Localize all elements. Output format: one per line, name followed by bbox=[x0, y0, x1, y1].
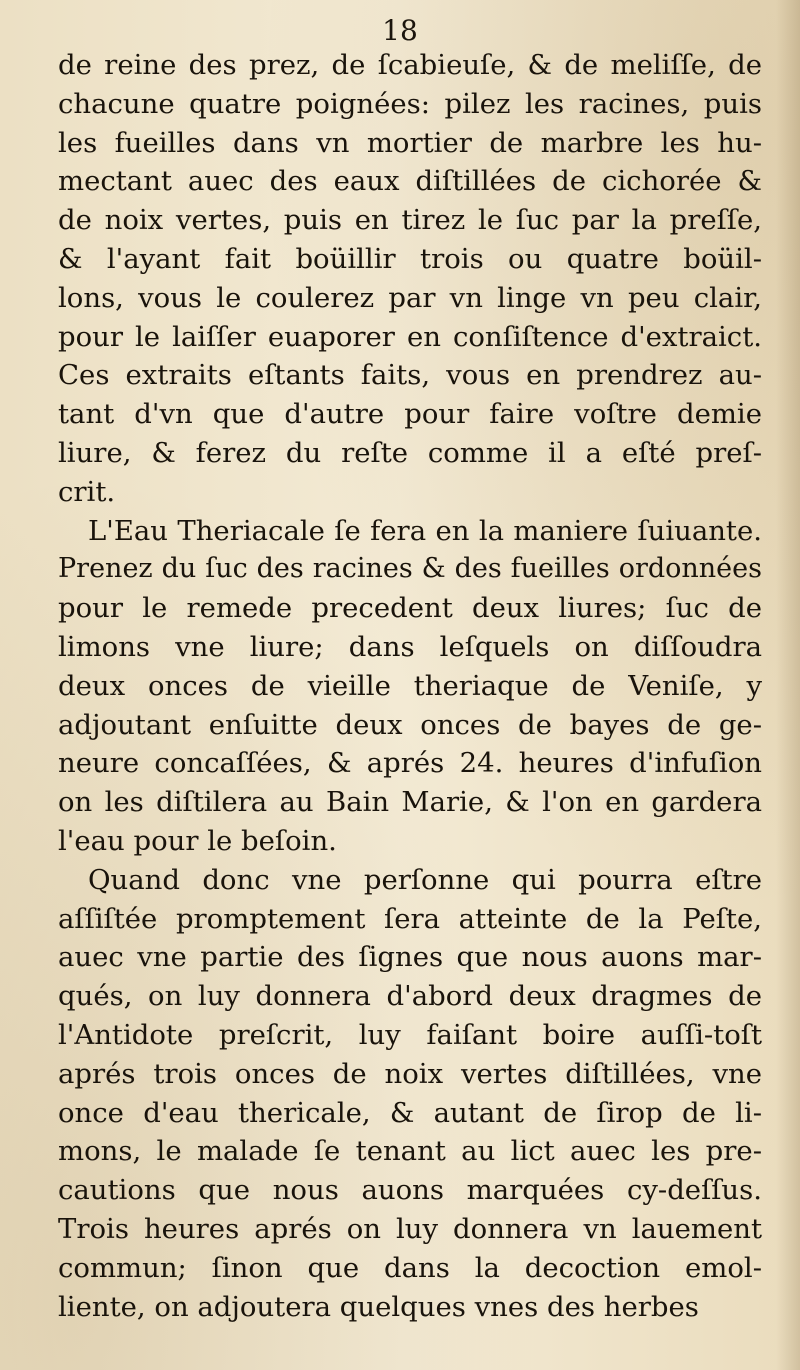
text-line: liente, on adjoutera quelques vnes des herbes bbox=[58, 1290, 699, 1323]
text-line: cautions que nous auons marquées cy-deſſus. bbox=[58, 1174, 762, 1207]
text-line: & l'ayant fait boüillir trois ou quatre boüil- bbox=[58, 242, 762, 275]
text-line: L'Eau Theriacale ſe fera en la maniere ſuiuante. bbox=[88, 514, 762, 547]
page-number: 18 bbox=[382, 14, 418, 47]
text-line: Quand donc vne perſonne qui pourra eſtre bbox=[88, 863, 762, 896]
text-line: Ces extraits eſtants faits, vous en prendrez au- bbox=[58, 359, 762, 392]
text-line: aprés trois onces de noix vertes diſtillées, vne bbox=[58, 1057, 762, 1090]
text-line: on les diſtilera au Bain Marie, & l'on en gardera bbox=[58, 786, 762, 819]
text-line: commun; ſinon que dans la decoction emol- bbox=[58, 1251, 762, 1284]
text-line: neure concaſſées, & aprés 24. heures d'infuſion bbox=[58, 747, 762, 780]
text-line: Prenez du ſuc des racines & des fueilles ordonnées bbox=[58, 553, 762, 585]
text-line: de reine des prez, de ſcabieuſe, & de meliſſe, de bbox=[58, 49, 762, 81]
text-line: liure, & ferez du reſte comme il a eſté preſ- bbox=[58, 436, 762, 469]
text-line: Trois heures aprés on luy donnera vn lauement bbox=[58, 1212, 762, 1245]
text-line: once d'eau thericale, & autant de ſirop de li- bbox=[58, 1096, 762, 1129]
text-line: l'Antidote preſcrit, luy faiſant boire auſſi-toſt bbox=[58, 1018, 762, 1051]
text-line: qués, on luy donnera d'abord deux dragmes de bbox=[58, 980, 762, 1013]
text-line: crit. bbox=[58, 475, 116, 508]
text-line: pour le laiſſer euaporer en conſiſtence d'extraict. bbox=[58, 320, 762, 353]
text-line: mons, le malade ſe tenant au lict auec les pre- bbox=[58, 1135, 762, 1168]
text-line: les fueilles dans vn mortier de marbre les hu- bbox=[58, 126, 762, 159]
text-line: auec vne partie des ſignes que nous auons mar- bbox=[58, 941, 762, 974]
text-line: l'eau pour le beſoin. bbox=[58, 824, 337, 857]
text-line: aſſiſtée promptement ſera atteinte de la Peſte, bbox=[58, 902, 762, 935]
page-gutter-shadow bbox=[776, 0, 800, 1370]
page-text bbox=[58, 46, 762, 1326]
text-line: de noix vertes, puis en tirez le ſuc par la preſſe, bbox=[58, 204, 762, 237]
text-line: mectant auec des eaux diſtillées de cichorée & bbox=[58, 165, 762, 198]
text-line: deux onces de vieille theriaque de Veniſe, y bbox=[58, 669, 762, 702]
text-line: lons, vous le coulerez par vn linge vn peu clair, bbox=[58, 281, 762, 314]
text-line: chacune quatre poignées: pilez les racines, puis bbox=[58, 87, 762, 120]
text-line: tant d'vn que d'autre pour faire voſtre demie bbox=[58, 398, 762, 431]
text-line: pour le remede precedent deux liures; ſuc de bbox=[58, 592, 762, 625]
text-line: adjoutant enſuitte deux onces de bayes de ge- bbox=[58, 708, 762, 741]
text-line: limons vne liure; dans leſquels on diſſoudra bbox=[58, 630, 762, 663]
